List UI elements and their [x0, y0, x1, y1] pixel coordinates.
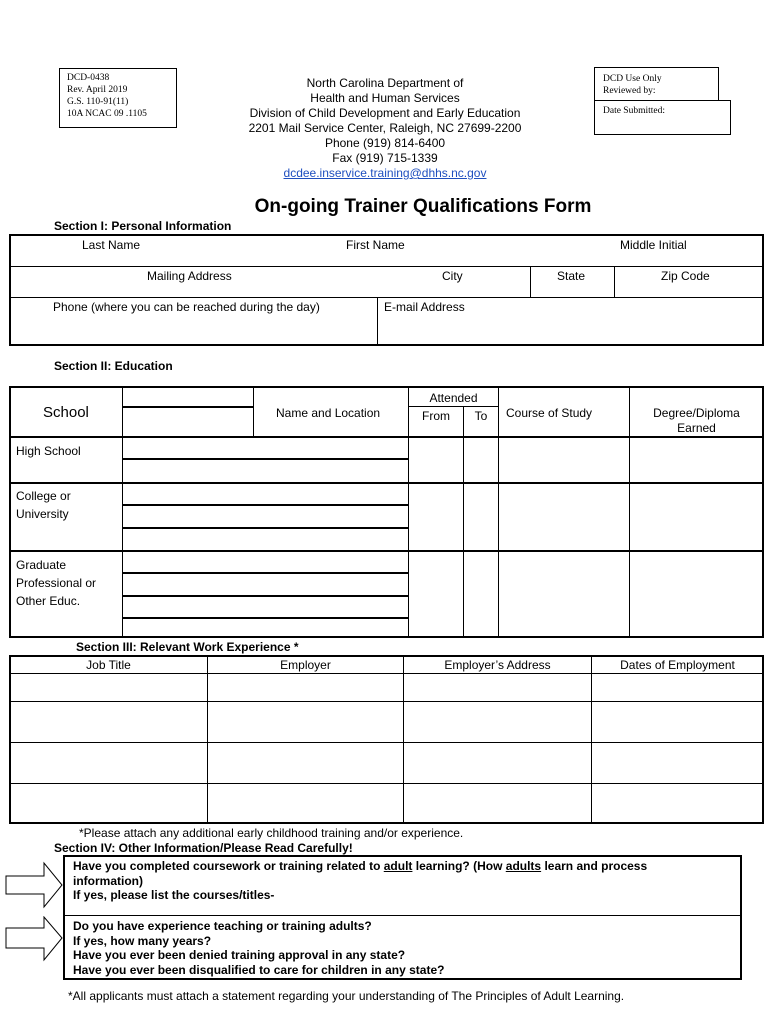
question-adult-learning: Have you completed coursework or training related to adult learning? (How adults learn and process information) If yes, please list the courses/titles- — [73, 859, 648, 902]
section2-heading: Section II: Education — [54, 359, 173, 373]
email-address-label: E-mail Address — [384, 300, 465, 314]
from-header: From — [422, 409, 450, 423]
dates-of-employment-header: Dates of Employment — [620, 658, 735, 672]
reviewed-by-label: Reviewed by: — [603, 86, 656, 96]
phone-label: Phone (where you can be reached during the day) — [53, 300, 320, 314]
employer-header: Employer — [280, 658, 331, 672]
agency-line: 2201 Mail Service Center, Raleigh, NC 27699-2200 — [248, 121, 522, 135]
degree-header — [630, 406, 763, 436]
section3-heading: Section III: Relevant Work Experience * — [76, 640, 299, 654]
attended-header: Attended — [429, 391, 478, 405]
section1-heading: Section I: Personal Information — [54, 219, 232, 233]
work-experience-table — [9, 655, 764, 824]
first-name-label: First Name — [346, 238, 405, 252]
agency-line: Health and Human Services — [310, 91, 460, 105]
school-header: School — [43, 404, 89, 421]
last-name-label: Last Name — [82, 238, 141, 252]
course-of-study-header: Course of Study — [506, 406, 593, 420]
section4-heading: Section IV: Other Information/Please Read Carefully! — [54, 841, 353, 855]
date-submitted-label: Date Submitted: — [603, 106, 666, 116]
employer-address-header: Employer’s Address — [444, 658, 551, 672]
degree-header-line: Degree/Diploma — [653, 406, 740, 420]
footer-note: *All applicants must attach a statement regarding your understanding of The Principles of Adult Learning. — [68, 989, 625, 1003]
question-teaching-experience: Do you have experience teaching or training adults? If yes, how many years? Have you ever been denied training approval in any state? Have you ever been disqualified to care for children in any state? — [73, 919, 445, 977]
city-label: City — [442, 269, 463, 283]
zip-code-label: Zip Code — [661, 269, 710, 283]
form-id-text — [67, 72, 147, 120]
agency-line: North Carolina Department of — [306, 76, 464, 90]
dcd-use-only-label: DCD Use Only — [603, 74, 662, 84]
arrow-icon — [4, 916, 64, 966]
agency-line: Fax (919) 715-1339 — [332, 151, 438, 165]
name-location-header: Name and Location — [276, 406, 381, 420]
state-label: State — [557, 269, 586, 283]
mailing-address-label: Mailing Address — [147, 269, 232, 283]
rule-ref: 10A NCAC 09 .1105 — [67, 109, 147, 119]
form-number: DCD-0438 — [67, 73, 110, 83]
job-title-header: Job Title — [86, 658, 131, 672]
degree-header-line: Earned — [677, 421, 716, 435]
section3-note: *Please attach any additional early childhood training and/or experience. — [79, 826, 464, 840]
revision-date: Rev. April 2019 — [67, 85, 128, 95]
agency-line: Phone (919) 814-6400 — [324, 136, 446, 150]
arrow-icon — [4, 860, 64, 910]
agency-address-block — [195, 76, 575, 181]
middle-initial-label: Middle Initial — [620, 238, 687, 252]
college-row-label: College or University — [16, 489, 71, 521]
email-link[interactable]: dcdee.inservice.training@dhhs.nc.gov — [283, 166, 487, 180]
form-title: On-going Trainer Qualifications Form — [254, 196, 592, 217]
statute-ref: G.S. 110-91(11) — [67, 97, 129, 107]
high-school-row-label: High School — [16, 444, 81, 458]
to-header: To — [474, 409, 488, 423]
agency-line: Division of Child Development and Early Education — [249, 106, 521, 120]
graduate-row-label: Graduate Professional or Other Educ. — [16, 558, 97, 608]
